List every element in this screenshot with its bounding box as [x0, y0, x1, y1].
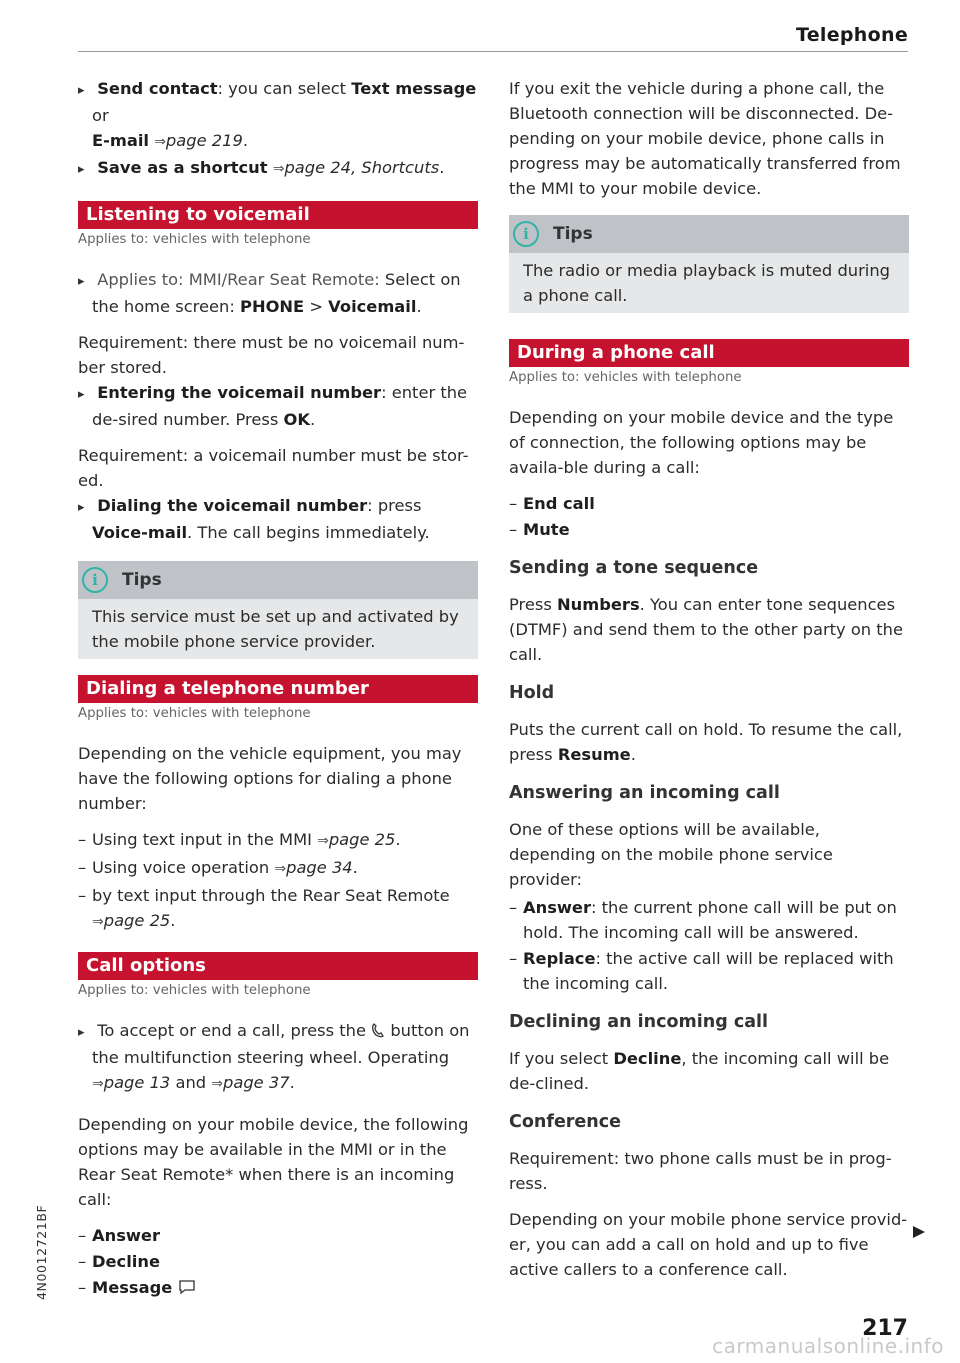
info-icon: i [82, 567, 108, 593]
subheading-conference: Conference [509, 1112, 622, 1132]
left-column [78, 76, 478, 1301]
tips-label: Tips [122, 569, 162, 590]
page-link[interactable]: page 25 [103, 911, 171, 930]
page-number: 217 [862, 1316, 908, 1341]
applies-note: Applies to: vehicles with telephone [509, 370, 742, 385]
list-item: – by text input through the Rear Seat Remote ⇒page 25. [78, 883, 478, 935]
list-item: – Replace: the active call will be replaced with the incoming call. [509, 946, 909, 996]
page-link[interactable]: page 34 [286, 858, 353, 877]
header-divider [78, 51, 908, 52]
section-title-call-options: Call options [78, 952, 478, 980]
tips-box [78, 561, 478, 659]
page-link[interactable]: page 13 [103, 1073, 171, 1092]
bullet-dial-voicemail-number: ▸ Dialing the voicemail number: press Voice-mail. The call begins immediately. [78, 493, 478, 545]
answering-intro: One of these options will be available, depending on the mobile phone service provider: [509, 820, 833, 889]
applies-note: Applies to: vehicles with telephone [78, 232, 311, 247]
document-code: 4N0012721BF [34, 1204, 49, 1300]
tips-label: Tips [553, 223, 593, 244]
page-link[interactable]: page 219 [165, 131, 243, 150]
bullet-send-contact: ▸ Send contact: you can select Text message or E-mail ⇒page 219. [78, 76, 478, 155]
subheading-hold: Hold [509, 683, 555, 703]
page-ref-arrow-icon: ⇒ [92, 914, 104, 930]
phone-handset-icon [371, 1022, 385, 1038]
page-ref-arrow-icon: ⇒ [274, 861, 287, 877]
tone-para: Press Numbers. You can enter tone sequences (DTMF) and send them to the other party on the call. [509, 595, 904, 664]
continue-arrow-icon [913, 1226, 925, 1238]
page-ref-arrow-icon: ⇒ [92, 1076, 104, 1092]
call-options-para: Depending on your mobile device, the following options may be available in the MMI or in the Rear Seat Remote* when there is an incoming call: [78, 1115, 469, 1209]
page-link[interactable]: page 25 [328, 830, 396, 849]
list-item: – Using text input in the MMI ⇒page 25. [78, 827, 478, 854]
watermark: carmanualsonline.info [712, 1334, 944, 1358]
right-column [509, 76, 909, 1293]
section-title-dialing: Dialing a telephone number [78, 675, 478, 703]
message-bubble-icon [178, 1279, 196, 1295]
page-link[interactable]: page 24, Shortcuts [284, 158, 440, 177]
tips-header [78, 561, 478, 599]
tips-text: The radio or media playback is muted during a phone call. [509, 253, 909, 313]
conference-requirement: Requirement: two phone calls must be in prog-ress. [509, 1149, 892, 1193]
subheading-answering: Answering an incoming call [509, 783, 780, 803]
subheading-declining: Declining an incoming call [509, 1012, 769, 1032]
list-item: – Mute [509, 517, 909, 542]
hold-para: Puts the current call on hold. To resume the call, press Resume. [509, 720, 903, 764]
during-intro: Depending on your mobile device and the type of connection, the following options may be availa-ble during a call: [509, 408, 894, 477]
list-item: – Decline [78, 1249, 478, 1274]
section-title-during-call: During a phone call [509, 339, 909, 367]
list-item: – Using voice operation ⇒page 34. [78, 855, 478, 882]
info-icon: i [513, 221, 539, 247]
page-ref-arrow-icon: ⇒ [154, 134, 166, 150]
tips-box [509, 215, 909, 313]
tips-header [509, 215, 909, 253]
conference-para: Depending on your mobile phone service provid-er, you can add a call on hold and up to five active callers to a conference call. [509, 1210, 908, 1279]
bullet-accept-end-call: ▸ To accept or end a call, press the button on the multifunction steering wheel. Operating ⇒page 13 and ⇒page 37. [78, 1018, 478, 1097]
subheading-tone-sequence: Sending a tone sequence [509, 558, 759, 578]
list-item: – Answer: the current phone call will be put on hold. The incoming call will be answered. [509, 895, 909, 945]
bullet-select-voicemail: ▸ Applies to: MMI/Rear Seat Remote: Select on the home screen: PHONE > Voicemail. [78, 267, 478, 319]
section-header-title: Telephone [795, 24, 908, 46]
page-ref-arrow-icon: ⇒ [211, 1076, 224, 1092]
bullet-save-shortcut: ▸ Save as a shortcut ⇒page 24, Shortcuts. [78, 155, 478, 182]
requirement-text: Requirement: a voicemail number must be stor-ed. [78, 446, 469, 490]
list-item: – Answer [78, 1223, 478, 1248]
dialing-intro: Depending on the vehicle equipment, you may have the following options for dialing a phone number: [78, 744, 462, 813]
page-ref-arrow-icon: ⇒ [272, 161, 285, 177]
page-link[interactable]: page 37 [223, 1073, 290, 1092]
bullet-enter-voicemail-number: ▸ Entering the voicemail number: enter the de-sired number. Press OK. [78, 380, 478, 432]
applies-note: Applies to: vehicles with telephone [78, 983, 311, 998]
applies-note: Applies to: vehicles with telephone [78, 706, 311, 721]
list-item: – End call [509, 491, 909, 516]
list-item: – Message [78, 1275, 478, 1300]
requirement-text: Requirement: there must be no voicemail num-ber stored. [78, 333, 465, 377]
section-title-voicemail: Listening to voicemail [78, 201, 478, 229]
tips-text: This service must be set up and activated by the mobile phone service provider. [78, 599, 478, 659]
declining-para: If you select Decline, the incoming call will be de-clined. [509, 1049, 890, 1093]
exit-vehicle-para: If you exit the vehicle during a phone call, the Bluetooth connection will be disconnected. De-pending on your mobile device, phone calls in progress may be automatically transferred from the MMI to your mobile device. [509, 79, 901, 198]
page-ref-arrow-icon: ⇒ [317, 833, 329, 849]
